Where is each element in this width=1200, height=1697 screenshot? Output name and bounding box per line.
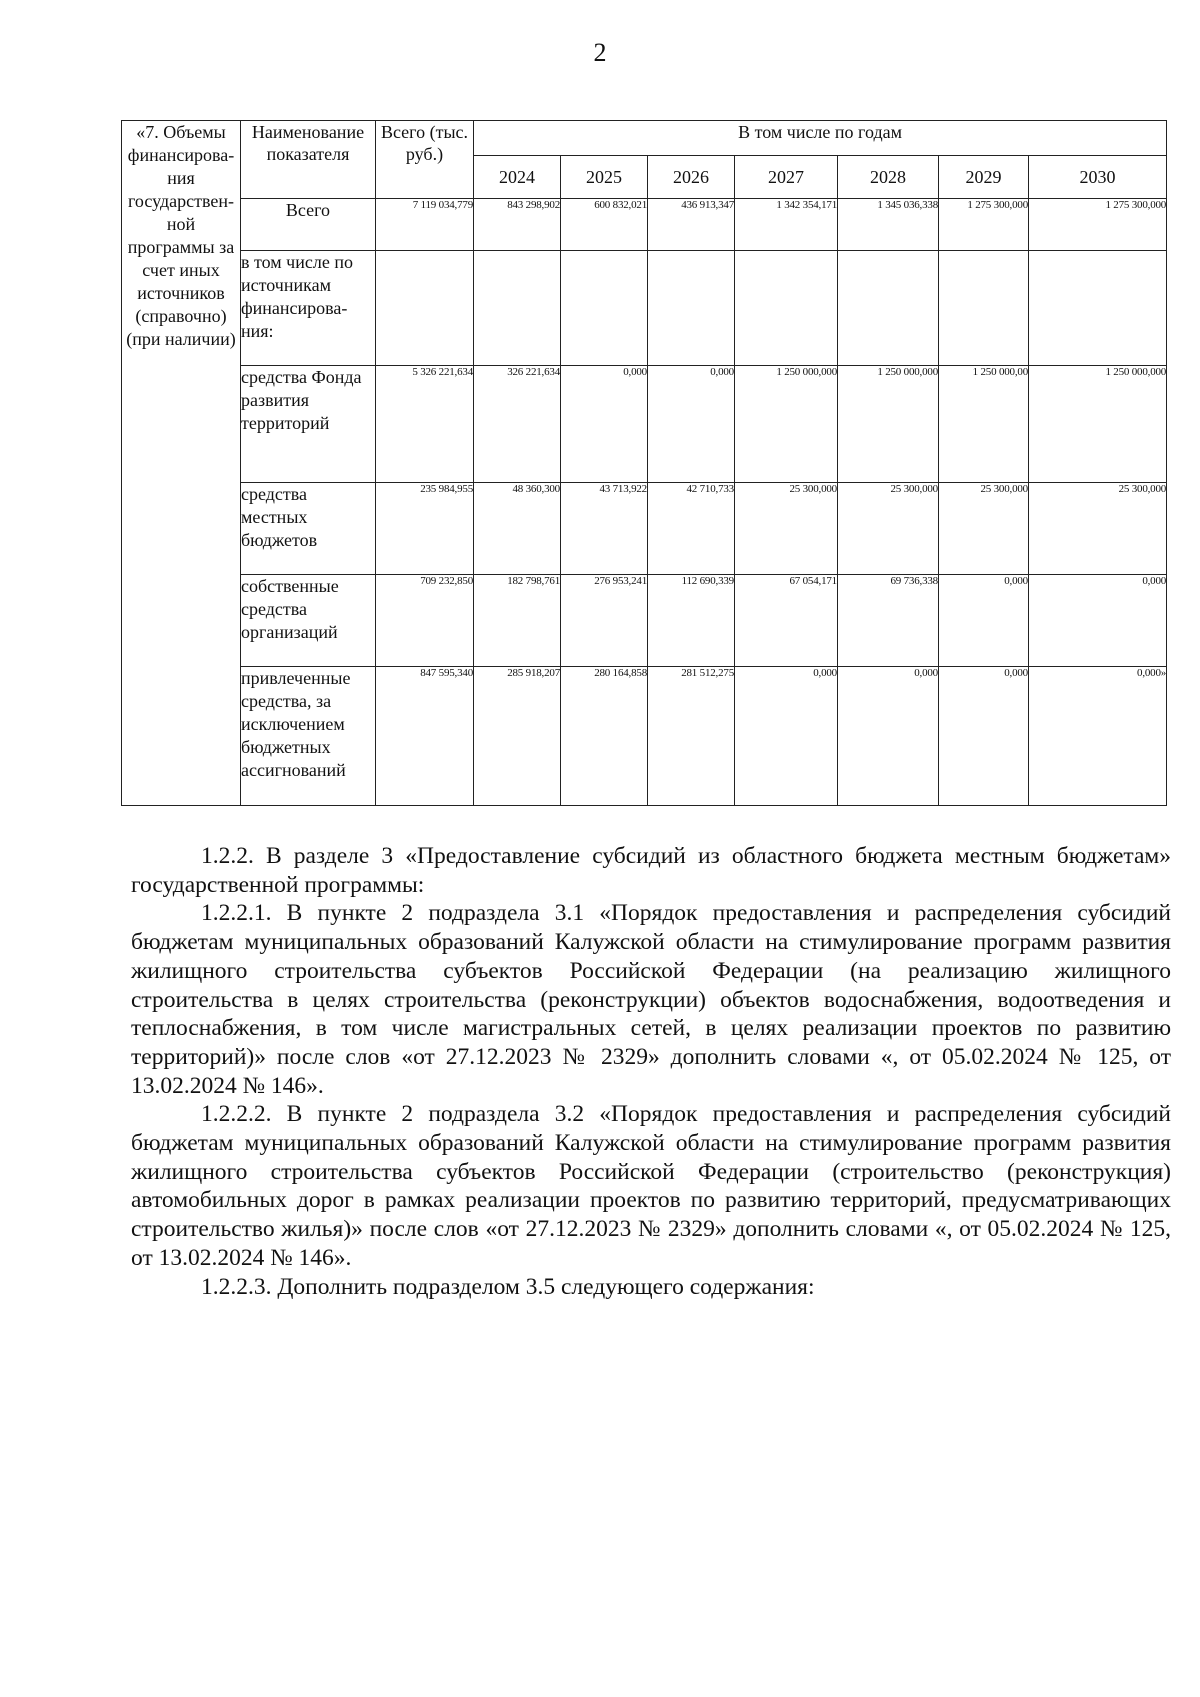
row-value: 280 164,858 bbox=[561, 667, 648, 806]
row-label: в том числе по источникам финансирова-ния: bbox=[241, 251, 376, 366]
row-total: 847 595,340 bbox=[376, 667, 474, 806]
table-row bbox=[122, 366, 1167, 483]
row-value: 0,000 bbox=[561, 366, 648, 483]
row-total bbox=[376, 251, 474, 366]
row-value: 43 713,922 bbox=[561, 483, 648, 575]
year-header: 2029 bbox=[939, 156, 1029, 199]
year-header: 2030 bbox=[1029, 156, 1167, 199]
row-total: 7 119 034,779 bbox=[376, 199, 474, 251]
row-label: Всего bbox=[241, 199, 376, 251]
body-text bbox=[131, 842, 1171, 1301]
row-value: 25 300,000 bbox=[838, 483, 939, 575]
paragraph: 1.2.2.2. В пункте 2 подраздела 3.2 «Порядок предоставления и распределения субсидий бюджетам муниципальных образований Калужской области на стимулирование программ развития жилищного строительства субъектов Российской Федерации (строительство (реконструкция) автомобильных дорог в рамках реализации проектов по развитию территорий, предусматривающих строительство жилья)» после слов «от 27.12.2023 № 2329» дополнить словами «, от 05.02.2024 № 125, от 13.02.2024 № 146». bbox=[131, 1101, 1171, 1271]
row-value: 112 690,339 bbox=[648, 575, 735, 667]
row-value: 0,000 bbox=[1029, 575, 1167, 667]
page-number: 2 bbox=[593, 38, 607, 67]
paragraph: 1.2.2.1. В пункте 2 подраздела 3.1 «Порядок предоставления и распределения субсидий бюджетам муниципальных образований Калужской области на стимулирование программ развития жилищного строительства субъектов Российской Федерации (на реализацию жилищного строительства в целях строительства (реконструкции) объектов водоснабжения, водоотведения и теплоснабжения, в том числе магистральных сетей, в целях реализации проектов по развитию территорий)» после слов «от 27.12.2023 № 2329» дополнить словами «, от 05.02.2024 № 125, от 13.02.2024 № 146». bbox=[131, 900, 1171, 1099]
paragraph: 1.2.2. В разделе 3 «Предоставление субсидий из областного бюджета местным бюджетам» государственной программы: bbox=[131, 843, 1171, 898]
row-value bbox=[735, 251, 838, 366]
row-label: средства Фонда развития территорий bbox=[241, 366, 376, 483]
table-row bbox=[122, 251, 1167, 366]
table-row bbox=[122, 667, 1167, 806]
row-value: 0,000 bbox=[939, 667, 1029, 806]
row-value: 0,000 bbox=[648, 366, 735, 483]
row-value bbox=[1029, 251, 1167, 366]
row-value: 1 275 300,000 bbox=[939, 199, 1029, 251]
row-value: 182 798,761 bbox=[474, 575, 561, 667]
row-value: 25 300,000 bbox=[735, 483, 838, 575]
row-value: 600 832,021 bbox=[561, 199, 648, 251]
row-value: 1 250 000,000 bbox=[838, 366, 939, 483]
row-value bbox=[648, 251, 735, 366]
row-header-cell: «7. Объемы финансирова-ния государствен-ной программы за счет иных источников (справочно) (при наличии) bbox=[122, 121, 241, 806]
financing-table bbox=[121, 120, 1167, 806]
row-total: 5 326 221,634 bbox=[376, 366, 474, 483]
row-value: 0,000 bbox=[735, 667, 838, 806]
row-label: собственные средства организаций bbox=[241, 575, 376, 667]
row-value bbox=[939, 251, 1029, 366]
paragraph: 1.2.2.3. Дополнить подразделом 3.5 следующего содержания: bbox=[201, 1273, 815, 1300]
year-header: 2025 bbox=[561, 156, 648, 199]
row-label: привлеченные средства, за исключением бюджетных ассигнований bbox=[241, 667, 376, 806]
row-value bbox=[474, 251, 561, 366]
row-value: 1 342 354,171 bbox=[735, 199, 838, 251]
col-total-header: Всего (тыс. руб.) bbox=[376, 121, 474, 199]
row-value: 843 298,902 bbox=[474, 199, 561, 251]
row-value: 1 250 000,000 bbox=[735, 366, 838, 483]
year-header: 2027 bbox=[735, 156, 838, 199]
row-value: 0,000 bbox=[838, 667, 939, 806]
row-value: 1 250 000,00 bbox=[939, 366, 1029, 483]
row-value: 326 221,634 bbox=[474, 366, 561, 483]
row-value: 67 054,171 bbox=[735, 575, 838, 667]
row-value: 42 710,733 bbox=[648, 483, 735, 575]
row-total: 709 232,850 bbox=[376, 575, 474, 667]
col-name-header: Наименование показателя bbox=[241, 121, 376, 199]
row-value: 0,000» bbox=[1029, 667, 1167, 806]
table-row bbox=[122, 483, 1167, 575]
row-value: 0,000 bbox=[939, 575, 1029, 667]
row-value: 436 913,347 bbox=[648, 199, 735, 251]
row-value: 25 300,000 bbox=[939, 483, 1029, 575]
row-value: 281 512,275 bbox=[648, 667, 735, 806]
row-value: 285 918,207 bbox=[474, 667, 561, 806]
year-header: 2026 bbox=[648, 156, 735, 199]
row-value: 276 953,241 bbox=[561, 575, 648, 667]
row-total: 235 984,955 bbox=[376, 483, 474, 575]
table-row bbox=[122, 575, 1167, 667]
row-value: 48 360,300 bbox=[474, 483, 561, 575]
col-years-group-header: В том числе по годам bbox=[474, 121, 1167, 156]
year-header: 2024 bbox=[474, 156, 561, 199]
row-value: 1 275 300,000 bbox=[1029, 199, 1167, 251]
year-header: 2028 bbox=[838, 156, 939, 199]
row-label: средства местных бюджетов bbox=[241, 483, 376, 575]
row-value bbox=[838, 251, 939, 366]
table-row bbox=[122, 199, 1167, 251]
row-value: 69 736,338 bbox=[838, 575, 939, 667]
row-value: 1 345 036,338 bbox=[838, 199, 939, 251]
row-value: 25 300,000 bbox=[1029, 483, 1167, 575]
row-value bbox=[561, 251, 648, 366]
row-value: 1 250 000,000 bbox=[1029, 366, 1167, 483]
